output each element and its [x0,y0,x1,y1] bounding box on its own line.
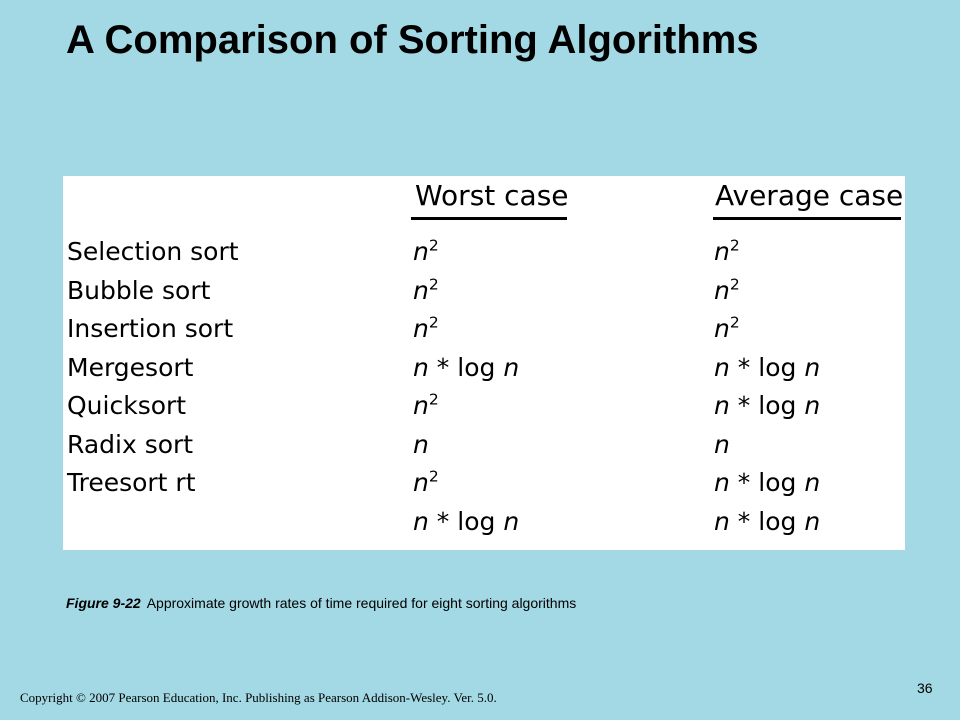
average-case-value: n * log n [714,391,821,420]
header-average-case: Average case [715,179,904,212]
figure-caption-text: Approximate growth rates of time required for eight sorting algorithms [146,595,577,611]
slide-title: A Comparison of Sorting Algorithms [66,18,759,62]
average-case-value: n [714,429,730,459]
average-case-value: n * log n [714,468,821,497]
algorithm-name: Quicksort [67,391,187,420]
algorithm-name: Selection sort [67,237,239,266]
header-underline-average [713,217,901,220]
algorithm-name: Insertion sort [67,314,234,343]
algorithm-name: Mergesort [67,352,194,382]
average-case-value: $n^2$ [714,274,740,305]
sorting-complexity-table [63,176,905,550]
page-number: 36 [917,680,933,696]
average-case-value: n * log n [714,352,821,382]
header-underline-worst [411,217,567,220]
figure-label: Figure 9-22 [66,595,141,611]
worst-case-value: n * log n [413,352,520,382]
worst-case-value: n [413,429,429,459]
figure-caption [66,595,576,611]
worst-case-value: n * log n [413,506,520,536]
average-case-value: $n^2$ [714,313,740,343]
worst-case-value: $n^2$ [413,390,439,420]
worst-case-value: $n^2$ [413,274,439,305]
algorithm-name: Radix sort [67,429,194,459]
copyright-notice: Copyright © 2007 Pearson Education, Inc. Publishing as Pearson Addison-Wesley. Ver. 5.0. [20,690,497,705]
algorithm-name: Treesort rt [67,468,196,497]
worst-case-value: $n^2$ [413,467,439,497]
worst-case-value: $n^2$ [413,236,439,266]
algorithm-name: Bubble sort [67,275,211,305]
worst-case-value: $n^2$ [413,313,439,343]
average-case-value: n * log n [714,506,821,536]
average-case-value: $n^2$ [714,236,740,266]
header-worst-case: Worst case [415,179,569,212]
